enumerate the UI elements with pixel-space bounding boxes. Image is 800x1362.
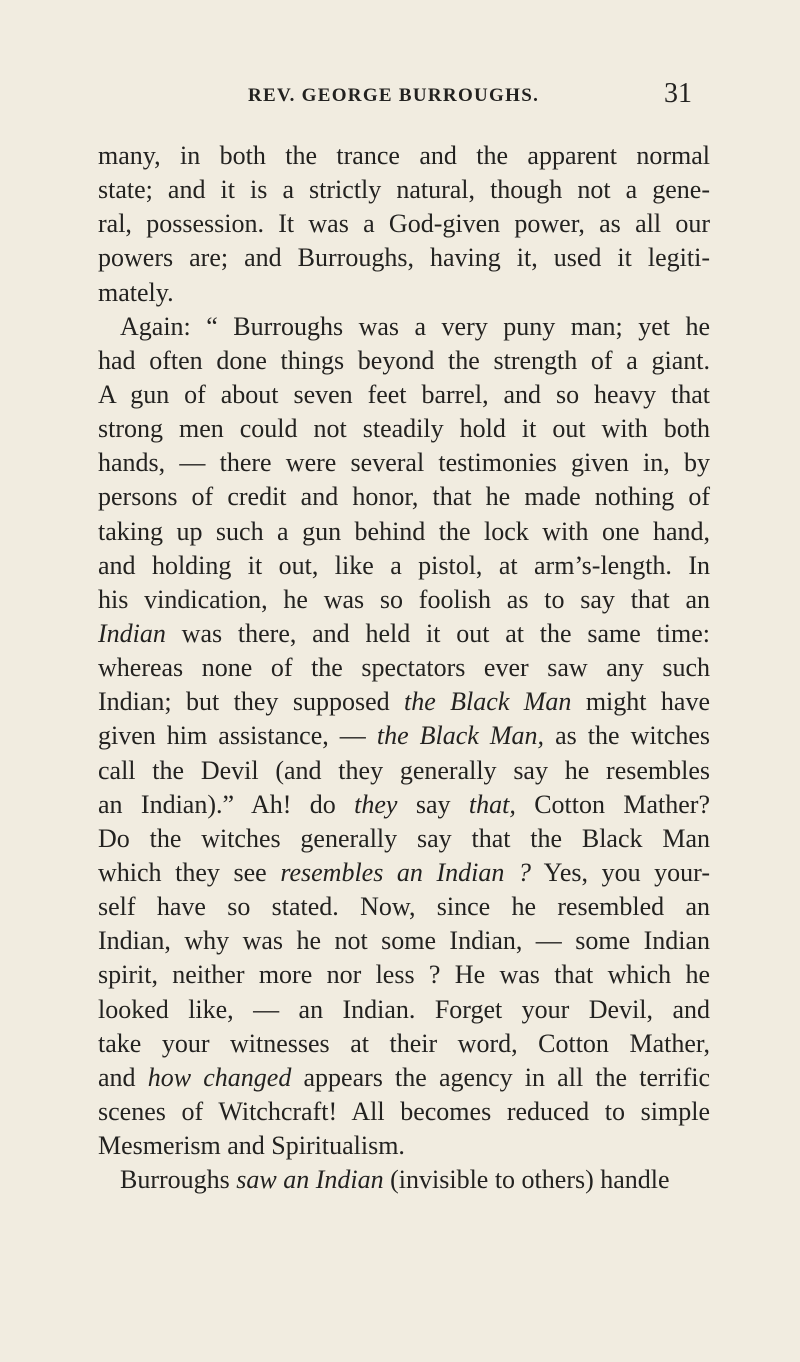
text-run: Indian; but they supposed [98, 687, 405, 717]
text-run: whereas none of the spectators ever saw any such [98, 653, 710, 683]
text-run: Again: “ Burroughs was a very puny man; yet he [120, 311, 710, 341]
text-run: had often done things beyond the strength of a giant. [98, 345, 710, 375]
text-run: and [98, 1062, 148, 1092]
text-line [98, 890, 710, 924]
text-run: which they see [98, 857, 281, 887]
text-line [98, 1163, 710, 1197]
text-line [98, 344, 710, 378]
text-run: his vindication, he was so foolish as to say that an [98, 584, 710, 614]
text-run: mately. [98, 277, 174, 307]
text-line [98, 617, 710, 651]
text-line [98, 719, 710, 753]
text-run: Yes, you your- [531, 857, 710, 887]
text-run: Indian, why was he not some Indian, — some Indian [98, 926, 710, 956]
text-line [98, 378, 710, 412]
text-run: call the Devil (and they generally say he resembles [98, 755, 710, 785]
text-line [98, 207, 710, 241]
text-run: Cotton Mather? [515, 789, 710, 819]
text-line [98, 651, 710, 685]
text-line [98, 1129, 710, 1163]
text-run: A gun of about seven feet barrel, and so heavy that [98, 379, 710, 409]
text-run: strong men could not steadily hold it out with both [98, 414, 710, 444]
italic-text: the Black Man [404, 687, 572, 717]
text-line [98, 276, 710, 310]
text-run: Burroughs [120, 1165, 237, 1195]
text-run: persons of credit and honor, that he made nothing of [98, 482, 710, 512]
text-run: Do the witches generally say that the Black Man [98, 823, 710, 853]
text-line [98, 446, 710, 480]
text-line [98, 139, 710, 173]
text-line [98, 412, 710, 446]
text-run: an Indian).” Ah! do [98, 789, 355, 819]
text-run: scenes of Witchcraft! All becomes reduced to simple [98, 1096, 710, 1126]
text-run: appears the agency in all the terrific [291, 1062, 710, 1092]
text-run: take your witnesses at their word, Cotton Mather, [98, 1028, 710, 1058]
text-line [98, 515, 710, 549]
text-run: and holding it out, like a pistol, at arm’s-length. In [98, 550, 710, 580]
text-run: many, in both the trance and the apparent normal [98, 141, 710, 170]
text-line [98, 924, 710, 958]
text-run: ral, possession. It was a God-given power, as all our [98, 209, 710, 239]
text-run: hands, — there were several testimonies given in, by [98, 448, 710, 478]
text-run: Mesmerism and Spiritualism. [98, 1131, 405, 1161]
text-line [98, 1061, 710, 1095]
running-head [98, 79, 692, 109]
text-line [98, 788, 710, 822]
text-line [98, 173, 710, 207]
italic-text: that, [468, 789, 516, 819]
italic-text: resembles an Indian ? [280, 857, 532, 887]
text-run: powers are; and Burroughs, having it, used it legiti- [98, 243, 710, 273]
text-run: self have so stated. Now, since he resembled an [98, 892, 710, 922]
text-run: (invisible to others) handle [383, 1165, 670, 1195]
text-run: might have [571, 687, 710, 717]
text-line [98, 993, 710, 1027]
body-text [98, 139, 710, 1197]
italic-text: the Black Man, [376, 721, 545, 751]
text-run: spirit, neither more nor less ? He was that which he [98, 960, 710, 990]
text-line [98, 310, 710, 344]
text-line [98, 822, 710, 856]
text-line [98, 241, 710, 275]
italic-text: Indian [98, 618, 166, 648]
text-run: given him assistance, — [98, 721, 377, 751]
text-run: taking up such a gun behind the lock with one hand, [98, 516, 710, 546]
text-line [98, 1027, 710, 1061]
text-run: looked like, — an Indian. Forget your Devil, and [98, 994, 710, 1024]
text-line [98, 754, 710, 788]
italic-text: they [354, 789, 398, 819]
text-line [98, 1095, 710, 1129]
italic-text: saw an Indian [236, 1165, 384, 1195]
text-run: state; and it is a strictly natural, though not a gene- [98, 175, 710, 205]
text-line [98, 958, 710, 992]
text-run: as the witches [544, 721, 710, 751]
text-line [98, 583, 710, 617]
italic-text: how changed [147, 1062, 292, 1092]
text-line [98, 480, 710, 514]
text-run: say [397, 789, 469, 819]
page-number: 31 [664, 78, 692, 109]
running-title: REV. GEORGE BURROUGHS. [248, 85, 540, 106]
text-line [98, 856, 710, 890]
text-line [98, 685, 710, 719]
text-line [98, 549, 710, 583]
text-run: was there, and held it out at the same time: [165, 618, 710, 648]
